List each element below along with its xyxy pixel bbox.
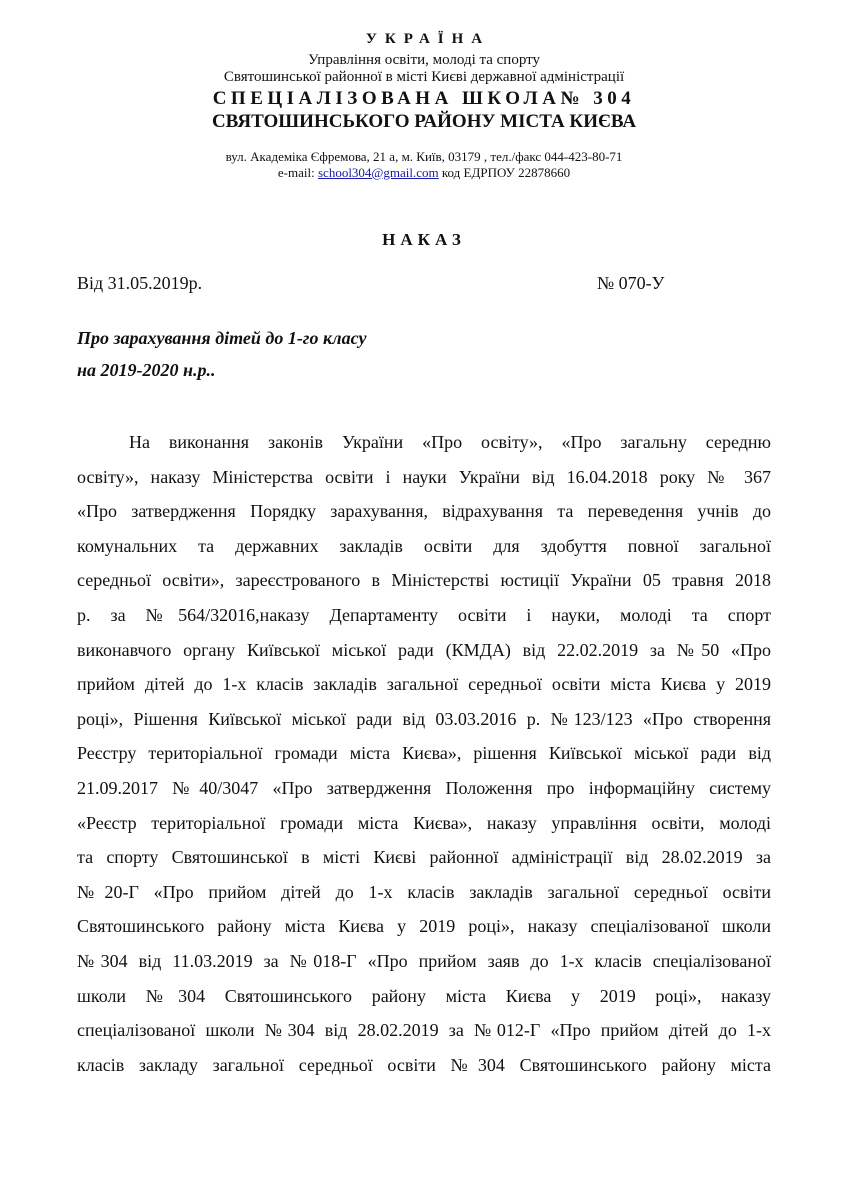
email-link[interactable]: school304@gmail.com bbox=[317, 164, 439, 180]
order-subject bbox=[77, 322, 367, 386]
body-line: році», Рішення Київської міської ради від 03.03.2016 р. №123/123 «Про створення bbox=[77, 708, 771, 729]
order-date: Від 31.05.2019р. bbox=[77, 273, 203, 293]
body-line: «Реєстр територіальної громади міста Києва», наказу управління освіти, молоді bbox=[77, 812, 771, 833]
body-line: Реєстру територіальної громади міста Києва», рішення Київської міської ради від bbox=[77, 743, 771, 764]
body-line: школи №304 Святошинського району міста Києва у 2019 році», наказу bbox=[77, 985, 771, 1006]
order-body bbox=[77, 425, 771, 1082]
school-district: СВЯТОШИНСЬКОГО РАЙОНУ МІСТА КИЄВА bbox=[211, 111, 637, 132]
order-number: № 070-У bbox=[597, 273, 665, 293]
body-line: комунальних та державних закладів освіти для здобуття повної загальної bbox=[77, 535, 771, 556]
subject-line-2: на 2019-2020 н.р.. bbox=[77, 360, 216, 380]
country-name: УКРАЇНА bbox=[365, 31, 491, 47]
body-line: середньої освіти», зареєстрованого в Міністерстві юстиції України 05 травня 2018 bbox=[77, 570, 771, 591]
body-line: освіту», наказу Міністерства освіти і науки України від 16.04.2018 року № 367 bbox=[77, 466, 771, 487]
body-line: класів закладу загальної середньої освіти №304 Святошинського району міста bbox=[77, 1054, 771, 1075]
body-line: 21.09.2017 №40/3047 «Про затвердження Положення про інформаційну систему bbox=[77, 777, 771, 798]
email-line bbox=[0, 165, 848, 181]
letterhead bbox=[0, 26, 848, 133]
order-title: НАКАЗ bbox=[382, 230, 466, 249]
body-line: №20-Г «Про прийом дітей до 1-х класів закладів загальної середньої освіти bbox=[77, 881, 771, 902]
email-label: e-mail: bbox=[277, 164, 318, 180]
address-line: вул. Академіка Єфремова, 21 а, м. Київ, 03179 , тел./факс 044-423-80-71 bbox=[225, 149, 623, 164]
edrpou-code: код ЕДРПОУ 22878660 bbox=[438, 164, 571, 180]
body-line: Святошинського району міста Києва у 2019 році», наказу спеціалізованої школи bbox=[77, 916, 771, 937]
body-line: р. за №564/32016,наказу Департаменту освіти і науки, молоді та спорт bbox=[77, 604, 771, 625]
contact-block bbox=[0, 149, 848, 180]
body-line: прийом дітей до 1-х класів закладів загальної середньої освіти міста Києва у 2019 bbox=[77, 674, 771, 695]
body-line: та спорту Святошинської в місті Києві районної адміністрації від 28.02.2019 за bbox=[77, 847, 771, 868]
school-name: СПЕЦІАЛІЗОВАНА ШКОЛА№ 304 bbox=[212, 88, 636, 109]
body-line: виконавчого органу Київської міської ради (КМДА) від 22.02.2019 за №50 «Про bbox=[77, 639, 771, 660]
body-line: №304 від 11.03.2019 за №018-Г «Про прийом заяв до 1-х класів спеціалізованої bbox=[77, 950, 771, 971]
department-name: Управління освіти, молоді та спорту bbox=[308, 52, 540, 68]
administration-name: Святошинської районної в місті Києві державної адміністрації bbox=[223, 69, 625, 85]
body-line: На виконання законів України «Про освіту», «Про загальну середню bbox=[129, 432, 771, 452]
body-line: «Про затвердження Порядку зарахування, відрахування та переведення учнів до bbox=[77, 501, 771, 522]
body-line: спеціалізованої школи №304 від 28.02.2019 за №012-Г «Про прийом дітей до 1-х bbox=[77, 1020, 771, 1041]
subject-line-1: Про зарахування дітей до 1-го класу bbox=[77, 328, 367, 348]
